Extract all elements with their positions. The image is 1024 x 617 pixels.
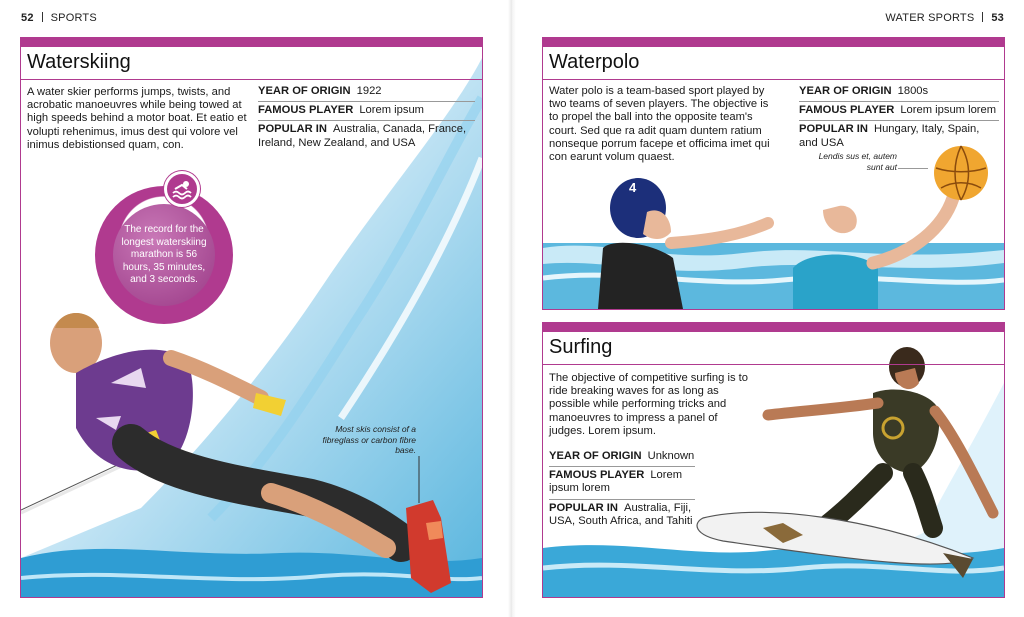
fact-famous-player	[549, 467, 695, 499]
ski-caption: Most skis consist of a fibreglass or carbon fibre base.	[322, 424, 416, 455]
waterskiing-intro: A water skier performs jumps, twists, and acrobatic manoeuvres while being towed at high speeds behind a motor boat. Et eatio et volupti rehenimus, imus dest qui volore vel inimus debistionsed quam, con.	[27, 86, 247, 151]
waterpolo-panel	[542, 37, 1005, 310]
fact-value: Australia, Canada, France, Ireland, New Zealand, and USA	[258, 123, 467, 149]
title-rule	[543, 364, 1004, 365]
left-running-head	[21, 12, 97, 24]
fact-label: FAMOUS PLAYER	[549, 469, 645, 482]
fact-year-of-origin	[549, 448, 695, 467]
fact-famous-player	[258, 102, 475, 121]
surfing-panel	[542, 322, 1005, 598]
fact-value: Unknown	[647, 450, 695, 462]
fact-label: YEAR OF ORIGIN	[549, 450, 642, 462]
waterpolo-intro: Water polo is a team-based sport played by two teams of seven players. The objective is to propel the ball into the opposite team's court. Sed que ra adit quam duntem ratium nonseque porrum facepe et officima imet qui con earunt volum quaest.	[549, 85, 770, 164]
surfing-intro: The objective of competitive surfing is to ride breaking waves for as long as possible while performing tricks and manoeuvres to impress a panel of judges. Lorem ipsum.	[549, 372, 748, 437]
callout-text: The record for the longest waterskiing marathon is 56 hours, 35 minutes, and 3 seconds.	[121, 224, 207, 285]
running-head-divider	[42, 12, 43, 22]
waterskiing-title: Waterskiing	[27, 51, 131, 73]
fact-value: 1922	[356, 85, 382, 97]
waterskiing-panel	[20, 37, 483, 598]
surfing-facts	[549, 448, 695, 531]
fact-value: 1800s	[897, 85, 929, 97]
fact-label: POPULAR IN	[799, 123, 868, 136]
record-callout	[95, 186, 233, 324]
waterpolo-facts	[799, 83, 999, 153]
right-running-head	[885, 12, 1004, 24]
fact-year-of-origin	[258, 83, 475, 102]
fact-label: YEAR OF ORIGIN	[258, 85, 351, 97]
right-section-name: WATER SPORTS	[885, 12, 975, 24]
fact-popular-in	[549, 500, 695, 531]
title-rule	[543, 79, 1004, 80]
waterpolo-title: Waterpolo	[549, 51, 640, 73]
fact-popular-in	[799, 121, 999, 152]
fact-popular-in	[258, 121, 475, 152]
left-page-number: 52	[21, 12, 34, 24]
right-page-number: 53	[991, 12, 1004, 24]
fact-label: POPULAR IN	[549, 501, 618, 514]
fact-label: FAMOUS PLAYER	[258, 104, 354, 117]
panel-top-bar	[543, 38, 1004, 47]
fact-famous-player	[799, 102, 999, 121]
fact-value: Lorem ipsum	[359, 104, 424, 117]
fact-value: Hungary, Italy, Spain, and USA	[799, 123, 980, 149]
waterskiing-facts	[258, 83, 475, 153]
swimmer-icon	[164, 171, 200, 207]
ball-caption: Lendis sus et, autem sunt aut	[818, 151, 897, 172]
fact-value: Australia, Fiji, USA, South Africa, and Tahiti	[549, 501, 693, 527]
fact-value: Lorem ipsum lorem	[900, 104, 997, 117]
fact-label: YEAR OF ORIGIN	[799, 85, 892, 97]
fact-value: Lorem ipsum lorem	[549, 469, 683, 495]
title-rule	[21, 79, 482, 80]
running-head-divider	[982, 12, 983, 22]
fact-label: FAMOUS PLAYER	[799, 104, 895, 117]
fact-year-of-origin	[799, 83, 999, 102]
left-section-name: SPORTS	[50, 12, 97, 24]
cap-number: 4	[629, 180, 637, 195]
book-gutter	[508, 0, 516, 617]
surfing-title: Surfing	[549, 336, 613, 358]
fact-label: POPULAR IN	[258, 123, 327, 136]
